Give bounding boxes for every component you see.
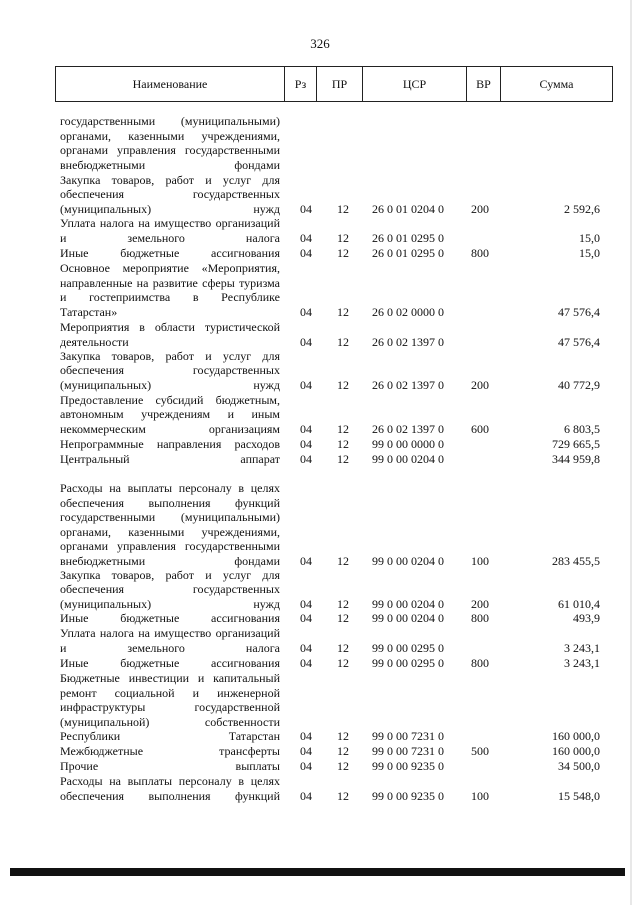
row-rz: 04 [300,596,312,611]
row-pr: 12 [337,377,349,392]
row-rz: 04 [300,788,312,803]
row-pr: 12 [337,610,349,625]
row-csr: 99 0 00 0000 0 [372,436,444,451]
row-pr: 12 [337,553,349,568]
row-vr: 600 [471,421,489,436]
header-csr: ЦСР [362,67,466,101]
table-row [0,670,640,729]
row-csr: 99 0 00 0204 0 [372,610,444,625]
row-pr: 12 [337,758,349,773]
row-csr: 26 0 01 0295 0 [372,230,444,245]
row-csr: 26 0 02 1397 0 [372,334,444,349]
row-name: Межбюджетные трансферты [60,743,280,758]
row-csr: 26 0 02 1397 0 [372,377,444,392]
page-number: 326 [310,36,330,51]
header-sum: Сумма [500,67,612,101]
row-rz: 04 [300,655,312,670]
row-name: Мероприятия в области туристической деятельности [60,320,280,349]
row-name: Уплата налога на имущество организаций и земельного налога [60,216,280,245]
table-row [0,611,640,625]
table-row [0,729,640,743]
row-rz: 04 [300,421,312,436]
row-pr: 12 [337,421,349,436]
row-csr: 26 0 02 1397 0 [372,421,444,436]
row-name: Основное мероприятие «Мероприятия, направленные на развитие сферы туризма и гостеприимства в Республике Татарстан» [60,261,280,319]
row-csr: 99 0 00 9235 0 [372,758,444,773]
row-rz: 04 [300,553,312,568]
scan-edge-line [630,0,632,905]
row-csr: 99 0 00 7231 0 [372,728,444,743]
row-name: Центральный аппарат [60,451,280,466]
row-vr: 200 [471,201,489,216]
table-row [0,758,640,773]
table-row [0,568,640,611]
row-rz: 04 [300,377,312,392]
row-csr: 99 0 00 9235 0 [372,788,444,803]
row-sum: 493,9 [573,610,600,625]
table-row [0,625,640,655]
row-vr: 200 [471,596,489,611]
table-row [0,655,640,670]
row-name: Расходы на выплаты персоналу в целях обеспечения выполнения функций [60,774,280,803]
row-csr: 26 0 01 0204 0 [372,201,444,216]
table-row [0,392,640,436]
row-sum: 3 243,1 [564,640,600,655]
row-pr: 12 [337,201,349,216]
row-rz: 04 [300,436,312,451]
row-name: государственными (муниципальными) органами, казенными учреждениями, органами управления государственными внебюджетными фондами [60,114,280,172]
row-name: Иные бюджетные ассигнования [60,655,280,670]
row-rz: 04 [300,743,312,758]
row-pr: 12 [337,728,349,743]
table-row [0,216,640,245]
row-pr: 12 [337,245,349,260]
row-pr: 12 [337,788,349,803]
row-csr: 99 0 00 0204 0 [372,596,444,611]
row-sum: 283 455,5 [552,553,600,568]
row-name: Республики Татарстан [60,728,280,743]
header-name: Наименование [132,77,208,91]
row-name: Закупка товаров, работ и услуг для обеспечения государственных (муниципальных) нужд [60,567,280,611]
row-csr: 99 0 00 0295 0 [372,640,444,655]
table-row [0,349,640,392]
row-pr: 12 [337,743,349,758]
row-csr: 99 0 00 0295 0 [372,655,444,670]
table-row [0,743,640,758]
row-csr: 99 0 00 0204 0 [372,451,444,466]
row-sum: 2 592,6 [564,201,600,216]
row-rz: 04 [300,451,312,466]
row-pr: 12 [337,304,349,319]
row-vr: 500 [471,743,489,758]
row-rz: 04 [300,728,312,743]
row-vr: 100 [471,553,489,568]
table-row [0,436,640,451]
table-row [0,260,640,319]
row-sum: 15 548,0 [558,788,600,803]
row-sum: 3 243,1 [564,655,600,670]
row-rz: 04 [300,610,312,625]
row-sum: 15,0 [579,230,600,245]
row-sum: 61 010,4 [558,596,600,611]
row-csr: 26 0 01 0295 0 [372,245,444,260]
row-rz: 04 [300,201,312,216]
row-vr: 800 [471,610,489,625]
row-csr: 99 0 00 0204 0 [372,553,444,568]
table-row [0,466,640,568]
table-row [0,245,640,260]
row-rz: 04 [300,334,312,349]
table-row [0,102,640,172]
row-name: Предоставление субсидий бюджетным, автономным учреждениям и иным некоммерческим организациям [60,392,280,436]
header-rz: Рз [284,67,316,101]
row-pr: 12 [337,640,349,655]
table-row [0,172,640,216]
header-pr: ПР [316,67,362,101]
table-row [0,773,640,803]
row-vr: 800 [471,655,489,670]
row-sum: 40 772,9 [558,377,600,392]
row-sum: 47 576,4 [558,304,600,319]
row-pr: 12 [337,451,349,466]
row-rz: 04 [300,304,312,319]
table-header [55,66,613,102]
row-sum: 47 576,4 [558,334,600,349]
row-name: Уплата налога на имущество организаций и земельного налога [60,626,280,655]
table-row [0,319,640,349]
row-vr: 100 [471,788,489,803]
row-name: Иные бюджетные ассигнования [60,245,280,260]
row-name: Непрограммные направления расходов [60,436,280,451]
row-name: Иные бюджетные ассигнования [60,610,280,625]
scan-edge-bar [10,868,625,876]
row-pr: 12 [337,436,349,451]
row-name: Бюджетные инвестиции и капитальный ремонт социальной и инженерной инфраструктуры государственной (муниципальной) собственности [60,671,280,729]
row-sum: 160 000,0 [552,743,600,758]
row-csr: 99 0 00 7231 0 [372,743,444,758]
row-pr: 12 [337,596,349,611]
row-sum: 344 959,8 [552,451,600,466]
row-pr: 12 [337,655,349,670]
row-name: Расходы на выплаты персоналу в целях обеспечения выполнения функций государственными (муниципальными) органами, казенными учреждениями, органами управления государственными внебюджетными фондами [60,481,280,568]
table-row [0,451,640,466]
row-pr: 12 [337,230,349,245]
row-rz: 04 [300,758,312,773]
row-sum: 34 500,0 [558,758,600,773]
row-rz: 04 [300,640,312,655]
header-vr: ВР [466,67,500,101]
row-pr: 12 [337,334,349,349]
row-sum: 15,0 [579,245,600,260]
row-sum: 160 000,0 [552,728,600,743]
row-name: Закупка товаров, работ и услуг для обеспечения государственных (муниципальных) нужд [60,172,280,216]
row-name: Закупка товаров, работ и услуг для обеспечения государственных (муниципальных) нужд [60,348,280,392]
row-sum: 6 803,5 [564,421,600,436]
row-vr: 800 [471,245,489,260]
row-vr: 200 [471,377,489,392]
row-sum: 729 665,5 [552,436,600,451]
row-rz: 04 [300,245,312,260]
row-name: Прочие выплаты [60,758,280,773]
row-rz: 04 [300,230,312,245]
row-csr: 26 0 02 0000 0 [372,304,444,319]
